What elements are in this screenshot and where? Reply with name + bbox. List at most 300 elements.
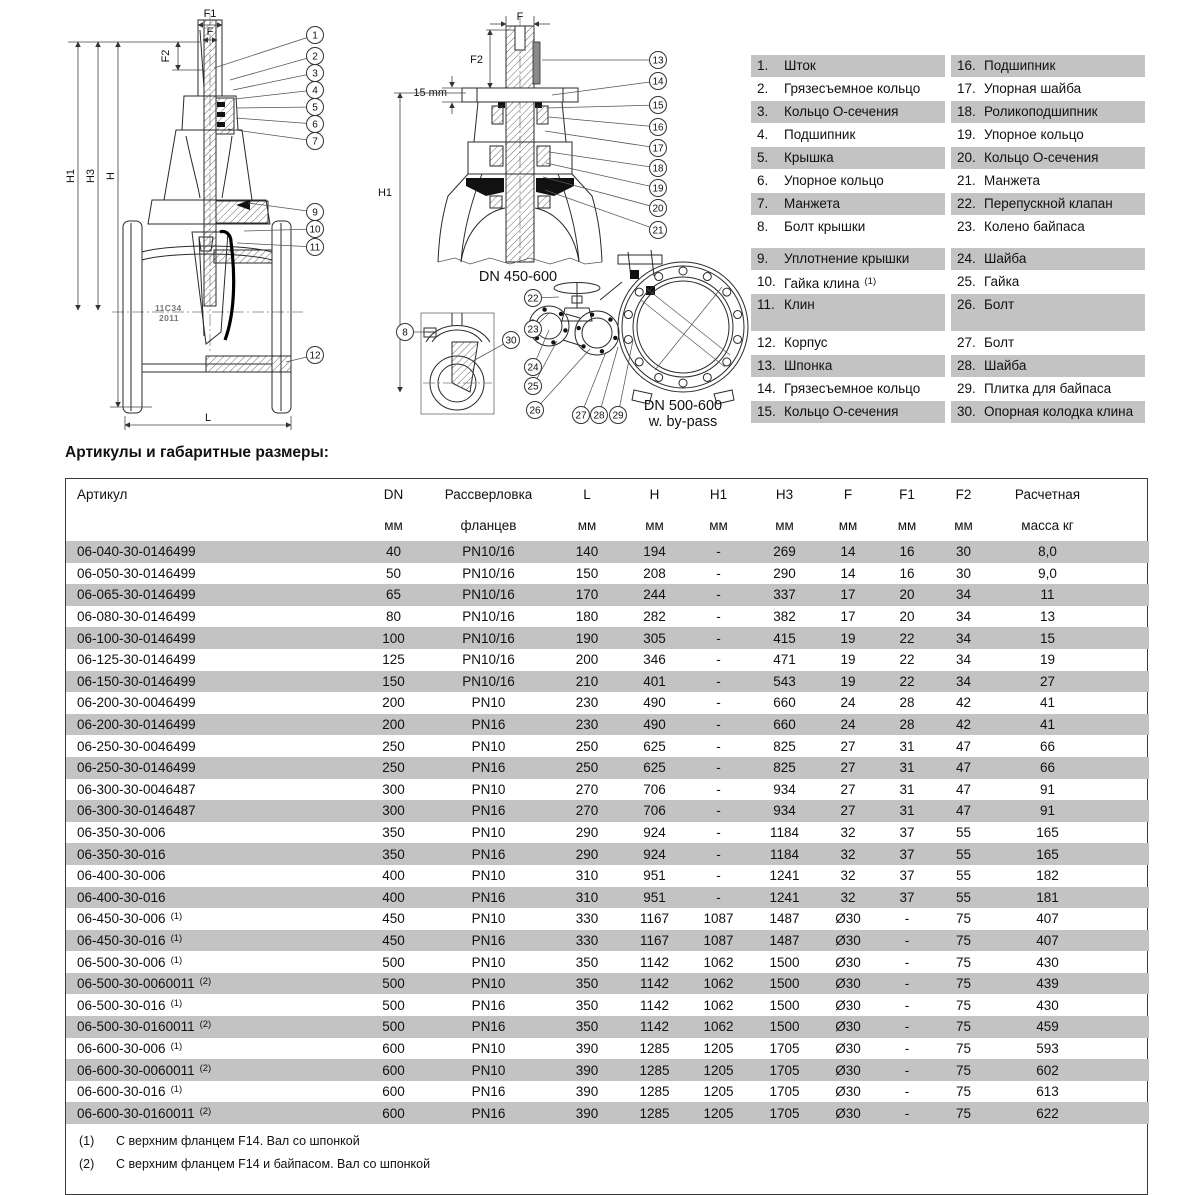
value-cell: PN10	[471, 868, 506, 884]
value-cell: 19	[840, 630, 856, 646]
value-cell: 47	[955, 781, 972, 797]
value-cell: 660	[773, 717, 796, 733]
value-cell: 924	[643, 825, 666, 841]
value-cell: 190	[575, 630, 599, 646]
article-cell: 06-350-30-006	[77, 825, 166, 841]
value-cell: 270	[575, 803, 599, 819]
parts-list-item	[751, 378, 945, 400]
header-cell: F2	[955, 487, 972, 502]
value-cell: 1167	[639, 932, 670, 948]
article-cell: 06-050-30-0146499	[77, 565, 196, 581]
value-cell: 244	[643, 587, 666, 603]
value-cell: PN16	[471, 932, 506, 948]
callout-number-26: 26	[529, 405, 541, 417]
dimensions-table	[65, 478, 1148, 1195]
callout-number-12: 12	[309, 350, 321, 362]
part-name: Роликоподшипник	[984, 104, 1098, 119]
dim-label-f2-top: F2	[470, 54, 483, 66]
table-row	[66, 800, 1149, 822]
value-cell: 1062	[703, 997, 734, 1013]
value-cell: PN16	[471, 846, 506, 862]
article-cell: 06-250-30-0146499	[77, 760, 196, 776]
value-cell: -	[716, 825, 721, 841]
flange-bolt-hole	[734, 335, 742, 343]
value-cell: -	[904, 1019, 910, 1035]
value-cell: 1487	[769, 911, 800, 927]
flange-bolt-hole	[679, 379, 687, 387]
table-row	[66, 606, 1149, 628]
value-cell: 250	[575, 738, 599, 754]
value-cell: 1241	[769, 889, 800, 905]
callout-number-22: 22	[527, 293, 539, 305]
value-cell: 30	[955, 565, 972, 581]
dimensions-table-body	[66, 541, 1149, 1124]
value-cell: 75	[955, 911, 972, 927]
header-cell: мм	[775, 518, 794, 533]
value-cell: 75	[955, 1084, 972, 1100]
value-cell: 825	[773, 738, 796, 754]
table-row	[66, 1038, 1149, 1060]
article-cell: 06-450-30-006 $^{(1)}$	[77, 911, 183, 927]
parts-list-item	[751, 401, 945, 423]
value-cell: 41	[1039, 695, 1056, 711]
callout-number-29: 29	[612, 410, 624, 422]
value-cell: 1205	[703, 1105, 734, 1121]
callout-number-3: 3	[312, 68, 318, 80]
callout-number-5: 5	[312, 102, 318, 114]
part-name: Шпонка	[784, 358, 833, 373]
header-cell	[66, 510, 361, 541]
parts-list-item	[951, 355, 1145, 377]
dimensions-table-header	[66, 479, 1149, 541]
value-cell: 625	[643, 760, 666, 776]
value-cell: 27	[840, 781, 856, 797]
header-cell	[1104, 479, 1149, 510]
part-name: Болт	[984, 335, 1015, 350]
header-cell: L	[583, 487, 591, 502]
value-cell: 13	[1039, 609, 1056, 625]
value-cell: 1241	[769, 868, 800, 884]
value-cell: -	[904, 1105, 910, 1121]
value-cell: 50	[385, 565, 402, 581]
flange-bolt-hole	[703, 373, 711, 381]
value-cell: 350	[575, 1019, 599, 1035]
bypass-valve-drawing	[525, 250, 749, 430]
table-row	[66, 951, 1149, 973]
value-cell: 1285	[639, 1084, 670, 1100]
part-name: Гайка клина $^{(1)}$	[784, 276, 877, 291]
footnote-marker: (1)	[170, 1040, 183, 1052]
dim-label-f2: F2	[160, 49, 172, 63]
value-cell: 390	[575, 1105, 599, 1121]
footnote-marker: (1)	[170, 1084, 183, 1096]
flange-bolt-hole	[635, 288, 643, 296]
callout-number-17: 17	[652, 143, 664, 155]
value-cell: -	[716, 846, 721, 862]
value-cell: 430	[1036, 997, 1059, 1013]
part-number: 23.	[957, 219, 976, 234]
value-cell: -	[904, 1040, 910, 1056]
part-name: Кольцо О-сечения	[784, 404, 899, 419]
value-cell: 330	[575, 911, 599, 927]
value-cell: -	[716, 781, 721, 797]
parts-list-item	[751, 170, 945, 192]
callout-number-7: 7	[312, 136, 318, 148]
value-cell: 28	[899, 695, 915, 711]
value-cell: 125	[382, 652, 405, 668]
table-row	[66, 563, 1149, 585]
value-cell: 16	[899, 544, 915, 560]
part-name: Кольцо О-сечения	[784, 104, 899, 119]
value-cell: 22	[899, 630, 915, 646]
part-number: 3.	[757, 104, 769, 119]
part-number: 6.	[757, 173, 769, 188]
header-cell: масса кг	[1021, 518, 1074, 533]
part-number: 22.	[957, 196, 976, 211]
header-cell	[1104, 510, 1149, 541]
part-number: 19.	[957, 127, 976, 142]
header-cell: F	[843, 487, 853, 502]
value-cell: 20	[899, 609, 915, 625]
table-row	[66, 1102, 1149, 1124]
parts-list-row	[751, 248, 1146, 270]
value-cell: 17	[840, 587, 856, 603]
part-number: 15.	[757, 404, 776, 419]
article-cell: 06-500-30-016 $^{(1)}$	[77, 997, 183, 1013]
part-name: Упорное кольцо	[984, 127, 1084, 142]
header-cell: H	[649, 487, 660, 502]
parts-list-item	[951, 193, 1145, 215]
footnote-marker: (1)	[170, 954, 183, 966]
value-cell: 75	[955, 976, 972, 992]
value-cell: Ø30	[835, 1084, 861, 1100]
value-cell: PN10	[471, 954, 506, 970]
table-row	[66, 779, 1149, 801]
flange-bolt-hole	[624, 311, 632, 319]
value-cell: 1705	[769, 1105, 800, 1121]
value-cell: 32	[840, 846, 856, 862]
dn450-caption: DN 450-600	[478, 269, 558, 285]
value-cell: 290	[773, 565, 796, 581]
flange-bolt-hole	[655, 273, 663, 281]
table-row	[66, 714, 1149, 736]
part-name: Шайба	[984, 358, 1027, 373]
table-row	[66, 973, 1149, 995]
part-number: 2.	[757, 81, 769, 96]
value-cell: 1087	[703, 932, 734, 948]
value-cell: 622	[1036, 1105, 1059, 1121]
part-number: 8.	[757, 219, 769, 234]
parts-list-item	[951, 294, 1145, 331]
value-cell: 230	[575, 695, 599, 711]
value-cell: PN10/16	[462, 587, 515, 603]
value-cell: 305	[643, 630, 666, 646]
bypass-flange-bolt	[581, 344, 585, 348]
article-cell: 06-150-30-0146499	[77, 673, 196, 689]
header-cell: мм	[577, 518, 597, 533]
callout-leader-6	[236, 118, 315, 124]
value-cell: 200	[575, 652, 599, 668]
value-cell: 401	[643, 673, 666, 689]
value-cell: 407	[1036, 911, 1059, 927]
value-cell: 430	[1036, 954, 1059, 970]
value-cell: 1184	[769, 825, 800, 841]
value-cell: PN10	[471, 1040, 506, 1056]
value-cell: 459	[1036, 1019, 1059, 1035]
part-name: Опорная колодка клина	[984, 404, 1134, 419]
part-name: Гайка	[984, 274, 1020, 289]
callout-number-14: 14	[652, 76, 664, 88]
parts-list-item	[951, 78, 1145, 100]
value-cell: 208	[643, 565, 666, 581]
value-cell: PN10/16	[462, 630, 515, 646]
value-cell: 500	[382, 997, 405, 1013]
parts-list-row	[751, 170, 1146, 192]
value-cell: 350	[382, 846, 405, 862]
part-number: 30.	[957, 404, 976, 419]
bypass-caption-line1: DN 500-600	[643, 398, 723, 414]
table-row	[66, 994, 1149, 1016]
value-cell: 19	[840, 652, 856, 668]
value-cell: 415	[773, 630, 796, 646]
part-name: Манжета	[784, 196, 840, 211]
part-name: Плитка для байпаса	[984, 381, 1112, 396]
callout-number-23: 23	[527, 324, 539, 336]
value-cell: 1705	[769, 1040, 800, 1056]
value-cell: 330	[575, 932, 599, 948]
value-cell: PN10	[471, 781, 506, 797]
part-name: Кольцо О-сечения	[984, 150, 1099, 165]
table-row	[66, 692, 1149, 714]
article-cell: 06-125-30-0146499	[77, 652, 196, 668]
callout-leader-28	[599, 347, 618, 415]
value-cell: 350	[575, 954, 599, 970]
value-cell: -	[716, 760, 721, 776]
parts-list-row	[751, 216, 1146, 238]
dimensions-table-title: Артикулы и габаритные размеры:	[65, 444, 329, 461]
value-cell: 1142	[639, 954, 670, 970]
value-cell: 1205	[703, 1084, 734, 1100]
footnote	[79, 1134, 1147, 1148]
parts-list-row	[751, 55, 1146, 77]
value-cell: 706	[643, 803, 666, 819]
part-number: 18.	[957, 104, 976, 119]
callout-leader-16	[549, 117, 658, 127]
value-cell: Ø30	[835, 1062, 861, 1078]
value-cell: 1487	[769, 932, 800, 948]
value-cell: Ø30	[835, 1019, 861, 1035]
footnote-marker: (1)	[170, 997, 183, 1009]
part-name: Уплотнение крышки	[784, 251, 910, 266]
value-cell: 951	[643, 868, 666, 884]
callout-number-20: 20	[652, 203, 664, 215]
callout-leader-4	[235, 90, 315, 99]
dim-label-f1: F1	[203, 8, 217, 20]
table-row	[66, 887, 1149, 909]
table-row	[66, 671, 1149, 693]
value-cell: 230	[575, 717, 599, 733]
article-cell: 06-200-30-0046499	[77, 695, 196, 711]
value-cell: 350	[575, 997, 599, 1013]
value-cell: 27	[840, 803, 856, 819]
value-cell: 500	[382, 954, 405, 970]
value-cell: -	[716, 652, 721, 668]
casting-marking-line2: 2011	[159, 313, 180, 323]
part-number: 12.	[757, 335, 776, 350]
flange-bolt-hole	[723, 358, 731, 366]
parts-list-row	[751, 78, 1146, 100]
flange-bolt-hole	[624, 335, 632, 343]
value-cell: 75	[955, 954, 972, 970]
casting-marking-line1: 11C34	[155, 303, 182, 313]
value-cell: 8,0	[1038, 544, 1057, 560]
footnote-text: С верхним фланцем F14. Вал со шпонкой	[116, 1134, 360, 1149]
value-cell: 47	[955, 760, 972, 776]
value-cell: 337	[773, 587, 796, 603]
flange-bolt-hole	[655, 373, 663, 381]
article-cell: 06-100-30-0146499	[77, 630, 196, 646]
value-cell: 22	[899, 673, 915, 689]
value-cell: 269	[773, 544, 796, 560]
part-number: 4.	[757, 127, 769, 142]
dim-label-f-top: F	[516, 11, 524, 23]
parts-list-item	[751, 78, 945, 100]
value-cell: 32	[840, 825, 856, 841]
parts-list-item	[751, 332, 945, 354]
callout-leader-7	[228, 129, 315, 141]
value-cell: 1500	[769, 954, 800, 970]
value-cell: 34	[955, 609, 972, 625]
dim-label-h3: H3	[85, 168, 97, 184]
value-cell: PN16	[471, 889, 506, 905]
value-cell: Ø30	[835, 911, 861, 927]
footnote-mark: (1)	[79, 1134, 95, 1149]
value-cell: -	[716, 609, 721, 625]
callout-number-21: 21	[652, 225, 664, 237]
value-cell: 1087	[703, 911, 734, 927]
article-cell: 06-600-30-016 $^{(1)}$	[77, 1084, 183, 1100]
value-cell: 24	[840, 717, 856, 733]
value-cell: 28	[899, 717, 915, 733]
value-cell: 1285	[639, 1062, 670, 1078]
parts-list-row	[751, 401, 1146, 423]
table-row	[66, 541, 1149, 563]
article-cell: 06-500-30-0160011 $^{(2)}$	[77, 1019, 212, 1035]
flange-bolt-hole	[723, 288, 731, 296]
header-cell: мм	[709, 518, 728, 533]
value-cell: 600	[382, 1105, 405, 1121]
value-cell: 500	[382, 1019, 405, 1035]
flange-bolt-hole	[679, 267, 687, 275]
value-cell: PN16	[471, 717, 506, 733]
part-number: 13.	[757, 358, 776, 373]
value-cell: 55	[955, 825, 972, 841]
value-cell: 181	[1036, 889, 1059, 905]
value-cell: 1285	[639, 1105, 670, 1121]
part-number: 24.	[957, 251, 976, 266]
article-cell: 06-040-30-0146499	[77, 544, 196, 560]
part-number: 21.	[957, 173, 976, 188]
value-cell: 170	[575, 587, 599, 603]
header-cell: DN	[383, 487, 404, 502]
part-name: Колено байпаса	[984, 219, 1085, 234]
value-cell: 182	[1036, 868, 1059, 884]
value-cell: 1062	[703, 976, 734, 992]
callout-leader-10	[244, 229, 315, 231]
value-cell: 1500	[769, 997, 800, 1013]
value-cell: -	[904, 1062, 910, 1078]
value-cell: 55	[955, 846, 972, 862]
part-number: 25.	[957, 274, 976, 289]
value-cell: PN10/16	[462, 544, 515, 560]
article-cell: 06-500-30-006 $^{(1)}$	[77, 954, 183, 970]
callout-number-13: 13	[652, 55, 664, 67]
value-cell: 660	[773, 695, 796, 711]
article-cell: 06-400-30-016	[77, 889, 166, 905]
footnote	[79, 1157, 1147, 1171]
article-cell: 06-600-30-006 $^{(1)}$	[77, 1040, 183, 1056]
value-cell: 471	[773, 652, 796, 668]
value-cell: 1167	[639, 911, 670, 927]
table-row	[66, 1059, 1149, 1081]
value-cell: 706	[643, 781, 666, 797]
value-cell: 350	[382, 825, 405, 841]
parts-list-item	[951, 101, 1145, 123]
value-cell: 22	[899, 652, 915, 668]
value-cell: Ø30	[835, 1105, 861, 1121]
value-cell: 593	[1036, 1040, 1059, 1056]
value-cell: -	[904, 1084, 910, 1100]
value-cell: 1142	[639, 976, 670, 992]
value-cell: 490	[643, 695, 666, 711]
callout-leader-11	[237, 243, 315, 247]
value-cell: PN10/16	[462, 652, 515, 668]
value-cell: 11	[1040, 587, 1055, 603]
bypass-flange-bolt	[542, 307, 546, 311]
value-cell: PN10	[471, 825, 506, 841]
callout-number-11: 11	[309, 242, 321, 254]
part-number: 17.	[957, 81, 976, 96]
table-row	[66, 649, 1149, 671]
value-cell: 37	[899, 868, 915, 884]
header-cell: мм	[838, 518, 858, 533]
value-cell: 1500	[769, 976, 800, 992]
value-cell: 390	[575, 1062, 599, 1078]
value-cell: -	[716, 717, 721, 733]
value-cell: 66	[1039, 738, 1056, 754]
value-cell: 180	[575, 609, 599, 625]
value-cell: 42	[955, 717, 972, 733]
parts-list-item	[951, 378, 1145, 400]
value-cell: 34	[955, 652, 972, 668]
parts-list-item	[751, 216, 945, 238]
table-row	[66, 1081, 1149, 1103]
value-cell: 825	[773, 760, 796, 776]
parts-list-item	[751, 101, 945, 123]
value-cell: 17	[840, 609, 856, 625]
callout-number-4: 4	[312, 85, 318, 97]
article-cell: 06-450-30-016 $^{(1)}$	[77, 932, 183, 948]
wedge-shoe-detail-drawing	[397, 313, 520, 414]
value-cell: 490	[643, 717, 666, 733]
dim-label-15mm: 15 mm	[413, 87, 447, 99]
value-cell: 37	[899, 825, 915, 841]
parts-list-row	[751, 193, 1146, 215]
table-row	[66, 735, 1149, 757]
parts-list-item	[951, 271, 1145, 293]
value-cell: 1500	[769, 1019, 800, 1035]
header-cell: H1	[709, 487, 728, 502]
